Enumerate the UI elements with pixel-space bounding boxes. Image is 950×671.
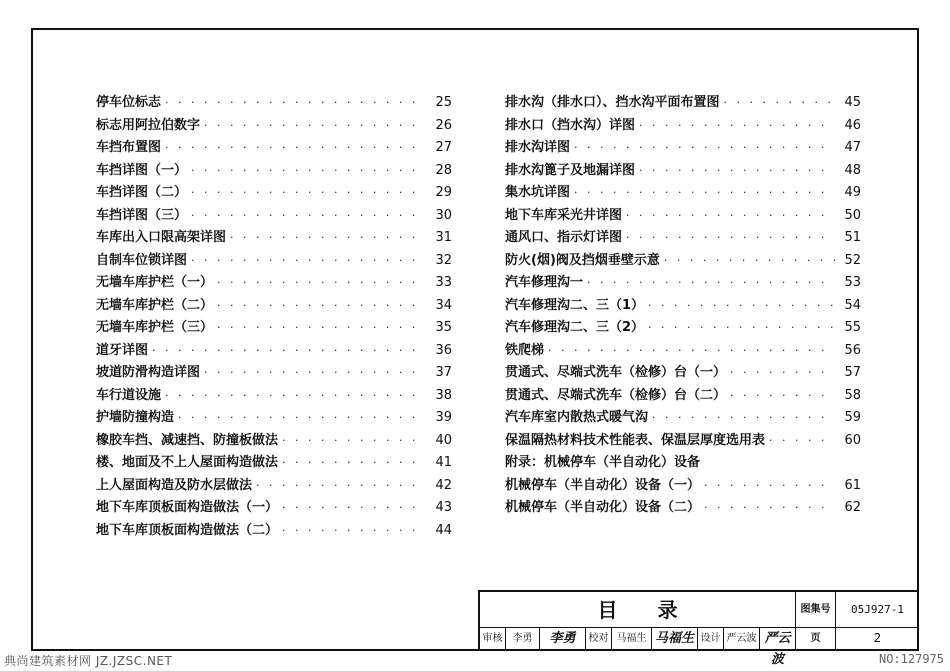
toc-entry xyxy=(505,385,861,408)
toc-entry xyxy=(96,497,452,520)
toc-entry-page: 55 xyxy=(844,320,861,335)
toc-entry xyxy=(96,137,452,160)
toc-entry-page: 57 xyxy=(844,365,861,380)
toc-entry xyxy=(96,92,452,115)
toc-entry-title: 地下车库顶板面构造做法（一） xyxy=(96,500,279,515)
toc-entry-page: 47 xyxy=(844,140,861,155)
design-label: 设计 xyxy=(698,628,724,649)
toc-entry-title: 楼、地面及不上人屋面构造做法 xyxy=(96,455,279,470)
toc-entry-page: 33 xyxy=(435,275,452,290)
toc-entry-title: 汽车修理沟二、三（2） xyxy=(505,320,645,335)
toc-entry-page: 39 xyxy=(435,410,452,425)
toc-leader-dots xyxy=(191,182,426,205)
toc-entry-page: 51 xyxy=(844,230,861,245)
toc-entry-title: 车行道设施 xyxy=(96,387,162,403)
atlas-number-value: 05J927-1 xyxy=(836,592,919,628)
toc-leader-dots xyxy=(626,227,835,250)
toc-entry-page: 49 xyxy=(844,185,861,200)
toc-entry xyxy=(505,340,861,363)
toc-entry-title: 排水沟详图 xyxy=(505,140,571,155)
check-signature: 马福生 xyxy=(652,628,698,649)
toc-entry xyxy=(505,317,861,340)
toc-entry-title: 地下车库采光井详图 xyxy=(505,207,623,223)
toc-leader-dots xyxy=(217,317,426,340)
toc-entry xyxy=(96,340,452,363)
toc-entry-title: 车库出入口限高架详图 xyxy=(96,230,227,245)
toc-entry-page: 32 xyxy=(435,252,452,268)
toc-entry-title: 车挡详图（三） xyxy=(96,207,188,223)
toc-entry xyxy=(505,92,861,115)
toc-entry xyxy=(505,430,861,453)
toc-entry-title: 标志用阿拉伯数字 xyxy=(96,117,201,133)
page-number: 2 xyxy=(873,631,882,645)
toc-entry-title: 集水坑详图 xyxy=(505,185,571,200)
toc-entry-title: 汽车修理沟二、三（1） xyxy=(505,297,645,313)
toc-entry-title: 排水沟篦子及地漏详图 xyxy=(505,162,636,178)
toc-entry xyxy=(96,250,452,273)
toc-entry xyxy=(96,205,452,228)
toc-leader-dots xyxy=(191,205,426,228)
toc-entry-page: 41 xyxy=(435,455,452,470)
toc-leader-dots xyxy=(648,317,835,340)
toc-entry xyxy=(96,475,452,498)
toc-left-column xyxy=(96,92,452,542)
toc-entry xyxy=(96,430,452,453)
toc-entry-page: 38 xyxy=(435,387,452,403)
toc-entry xyxy=(96,182,452,205)
toc-entry xyxy=(505,272,861,295)
toc-entry-page: 58 xyxy=(844,387,861,403)
document-number: NO:127975 xyxy=(878,652,944,666)
toc-leader-dots xyxy=(165,137,426,160)
toc-leader-dots xyxy=(730,362,835,385)
toc-entry-page: 54 xyxy=(844,297,861,313)
toc-entry-page: 29 xyxy=(435,185,452,200)
toc-leader-dots xyxy=(217,272,426,295)
toc-entry-title: 汽车库室内散热式暖气沟 xyxy=(505,410,649,425)
toc-entry-title: 无墙车库护栏（一） xyxy=(96,275,214,290)
toc-leader-dots xyxy=(165,385,426,408)
toc-entry xyxy=(96,452,452,475)
toc-leader-dots xyxy=(626,205,835,228)
toc-entry-title: 保温隔热材料技术性能表、保温层厚度选用表 xyxy=(505,432,766,448)
toc-entry-page: 28 xyxy=(435,162,452,178)
toc-entry-page: 42 xyxy=(435,477,452,493)
toc-leader-dots xyxy=(282,497,426,520)
toc-leader-dots xyxy=(587,272,835,295)
toc-leader-dots xyxy=(730,385,835,408)
toc-entry-title: 机械停车（半自动化）设备（二） xyxy=(505,500,701,515)
toc-entry-page: 35 xyxy=(435,320,452,335)
toc-entry xyxy=(505,362,861,385)
toc-leader-dots xyxy=(652,407,835,430)
toc-entry-title: 贯通式、尽端式洗车（检修）台（二） xyxy=(505,387,727,403)
toc-leader-dots xyxy=(191,250,426,273)
toc-entry-title: 排水口（挡水沟）详图 xyxy=(505,117,636,133)
toc-entry xyxy=(505,227,861,250)
toc-leader-dots xyxy=(282,452,426,475)
toc-entry-title: 坡道防滑构造详图 xyxy=(96,365,201,380)
toc-entry xyxy=(96,362,452,385)
toc-entry xyxy=(505,475,861,498)
review-name: 李勇 xyxy=(506,628,540,649)
toc-entry-page: 27 xyxy=(435,140,452,155)
toc-entry-page: 26 xyxy=(435,117,452,133)
review-signature: 李勇 xyxy=(540,628,586,649)
toc-entry xyxy=(96,520,452,543)
toc-entry-page: 61 xyxy=(844,477,861,493)
toc-entry-page: 50 xyxy=(844,207,861,223)
toc-leader-dots xyxy=(152,340,426,363)
toc-leader-dots xyxy=(282,430,426,453)
toc-leader-dots xyxy=(574,137,835,160)
toc-entry-title: 无墙车库护栏（三） xyxy=(96,320,214,335)
toc-entry-title: 无墙车库护栏（二） xyxy=(96,297,214,313)
toc-leader-dots xyxy=(256,475,426,498)
review-label: 审核 xyxy=(480,628,506,649)
atlas-number-label: 图集号 xyxy=(796,592,836,628)
toc-leader-dots xyxy=(639,160,835,183)
design-signature: 严云波 xyxy=(760,628,796,649)
toc-entry-title: 上人屋面构造及防水层做法 xyxy=(96,477,253,493)
toc-entry xyxy=(505,452,861,475)
toc-entry xyxy=(96,385,452,408)
watermark-text: 典尚建筑素材网 JZ.JZSC.NET xyxy=(4,654,173,668)
toc-leader-dots xyxy=(704,475,835,498)
toc-entry-title: 贯通式、尽端式洗车（检修）台（一） xyxy=(505,365,727,380)
toc-leader-dots xyxy=(724,92,835,115)
toc-entry-title: 停车位标志 xyxy=(96,95,162,110)
toc-entry-page: 40 xyxy=(435,432,452,448)
toc-entry-title: 排水沟（排水口）、挡水沟平面布置图 xyxy=(505,95,720,110)
toc-entry-page: 37 xyxy=(435,365,452,380)
toc-entry xyxy=(505,497,861,520)
toc-entry xyxy=(96,317,452,340)
toc-entry xyxy=(96,160,452,183)
toc-entry-page: 56 xyxy=(844,342,861,358)
toc-entry-title: 车挡详图（一） xyxy=(96,162,188,178)
toc-entry-title: 护墙防撞构造 xyxy=(96,410,175,425)
toc-leader-dots xyxy=(191,160,426,183)
toc-entry-title: 车挡详图（二） xyxy=(96,185,188,200)
page-label: 页 xyxy=(796,628,836,649)
toc-leader-dots xyxy=(574,182,835,205)
toc-leader-dots xyxy=(639,115,835,138)
toc-entry-page: 34 xyxy=(435,297,452,313)
toc-entry xyxy=(505,182,861,205)
toc-entry-title: 自制车位锁详图 xyxy=(96,252,188,268)
check-label: 校对 xyxy=(586,628,612,649)
toc-entry-title: 橡胶车挡、减速挡、防撞板做法 xyxy=(96,432,279,448)
toc-leader-dots xyxy=(548,340,835,363)
toc-entry-page: 25 xyxy=(435,95,452,110)
toc-entry xyxy=(505,137,861,160)
toc-leader-dots xyxy=(204,115,426,138)
toc-entry-title: 地下车库顶板面构造做法（二） xyxy=(96,522,279,538)
toc-leader-dots xyxy=(664,250,835,273)
toc-entry xyxy=(96,295,452,318)
toc-entry xyxy=(96,115,452,138)
title-block-title: 目录 xyxy=(480,592,796,628)
toc-leader-dots xyxy=(648,295,835,318)
toc-entry xyxy=(505,295,861,318)
toc-entry-page: 31 xyxy=(435,230,452,245)
toc-entry-page: 52 xyxy=(844,252,861,268)
toc-entry xyxy=(505,407,861,430)
toc-right-column xyxy=(505,92,861,520)
toc-entry-page: 62 xyxy=(844,500,861,515)
toc-entry xyxy=(96,407,452,430)
toc-entry-title: 道牙详图 xyxy=(96,342,149,358)
toc-entry-title: 汽车修理沟一 xyxy=(505,275,584,290)
check-name: 马福生 xyxy=(612,628,652,649)
toc-entry-page: 53 xyxy=(844,275,861,290)
toc-leader-dots xyxy=(230,227,426,250)
toc-leader-dots xyxy=(769,430,835,453)
toc-entry xyxy=(96,227,452,250)
toc-entry xyxy=(505,250,861,273)
design-name: 严云波 xyxy=(724,628,760,649)
toc-entry-page: 48 xyxy=(844,162,861,178)
toc-entry-title: 防火(烟)阀及挡烟垂壁示意 xyxy=(505,252,660,268)
toc-entry-title: 附录：机械停车（半自动化）设备 xyxy=(505,455,701,470)
toc-entry-page: 44 xyxy=(435,522,452,538)
toc-entry xyxy=(96,272,452,295)
toc-entry xyxy=(505,115,861,138)
toc-entry-page: 30 xyxy=(435,207,452,223)
toc-entry-page: 36 xyxy=(435,342,452,358)
toc-entry xyxy=(505,205,861,228)
toc-entry-page: 59 xyxy=(844,410,861,425)
toc-entry-title: 车挡布置图 xyxy=(96,140,162,155)
toc-leader-dots xyxy=(704,497,835,520)
toc-leader-dots xyxy=(282,520,426,543)
toc-entry-page: 60 xyxy=(844,432,861,448)
toc-entry-page: 46 xyxy=(844,117,861,133)
toc-entry-page: 43 xyxy=(435,500,452,515)
toc-entry-title: 铁爬梯 xyxy=(505,342,545,358)
toc-entry xyxy=(505,160,861,183)
toc-entry-title: 机械停车（半自动化）设备（一） xyxy=(505,477,701,493)
toc-leader-dots xyxy=(178,407,426,430)
toc-leader-dots xyxy=(165,92,426,115)
toc-entry-title: 通风口、指示灯详图 xyxy=(505,230,623,245)
toc-leader-dots xyxy=(217,295,426,318)
toc-leader-dots xyxy=(204,362,426,385)
toc-entry-page: 45 xyxy=(844,95,861,110)
